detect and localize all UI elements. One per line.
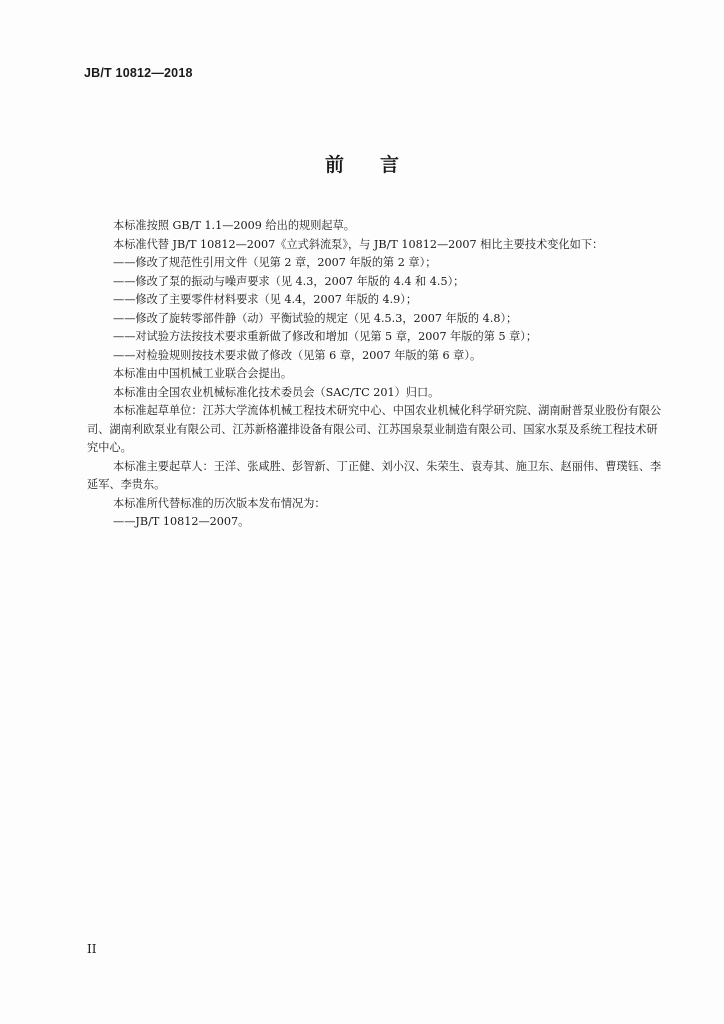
change-item: ——修改了主要零件材料要求（见 4.4，2007 年版的 4.9）；	[113, 293, 418, 306]
history-item: ——JB/T 10812—2007。	[113, 515, 250, 528]
change-item: ——对检验规则按技术要求做了修改（见第 6 章，2007 年版的第 6 章）。	[113, 348, 482, 362]
change-item: ——修改了规范性引用文件（见第 2 章，2007 年版的第 2 章）；	[113, 256, 437, 269]
drafters-paragraph: 本标准主要起草人：王洋、张咸胜、彭智新、丁正健、刘小汉、朱荣生、袁寿其、施卫东、赵丽伟、曹璞钰、李延军、李贵东。	[87, 459, 662, 491]
drafting-units-paragraph: 本标准起草单位：江苏大学流体机械工程技术研究中心、中国农业机械化科学研究院、湖南耐普泵业股份有限公司、湖南利欧泵业有限公司、江苏新格灌排设备有限公司、江苏国泉泵业制造有限公司、国家水泵及系统工程技术研究中心。	[87, 404, 662, 454]
proposer-paragraph: 本标准由中国机械工业联合会提出。	[113, 367, 293, 380]
drafting-rules-paragraph: 本标准按照 GB/T 1.1—2009 给出的规则起草。	[113, 219, 355, 232]
change-item: ——修改了泵的振动与噪声要求（见 4.3，2007 年版的 4.4 和 4.5）；	[113, 274, 465, 288]
change-item: ——对试验方法按技术要求重新做了修改和增加（见第 5 章，2007 年版的第 5 章）；	[113, 330, 538, 343]
page-title: 前言	[324, 154, 435, 176]
change-item: ——修改了旋转零部件静（动）平衡试验的规定（见 4.5.3，2007 年版的 4.8）；	[113, 311, 518, 325]
committee-paragraph: 本标准由全国农业机械标准化技术委员会（SAC/TC 201）归口。	[113, 385, 440, 399]
replacement-paragraph: 本标准代替 JB/T 10812—2007《立式斜流泵》，与 JB/T 10812—2007 相比主要技术变化如下：	[113, 237, 604, 251]
standard-code-header: JB/T 10812—2018	[84, 66, 193, 80]
page-number: II	[87, 942, 97, 956]
foreword-body	[87, 217, 667, 532]
history-intro-paragraph: 本标准所代替标准的历次版本发布情况为：	[113, 496, 326, 510]
